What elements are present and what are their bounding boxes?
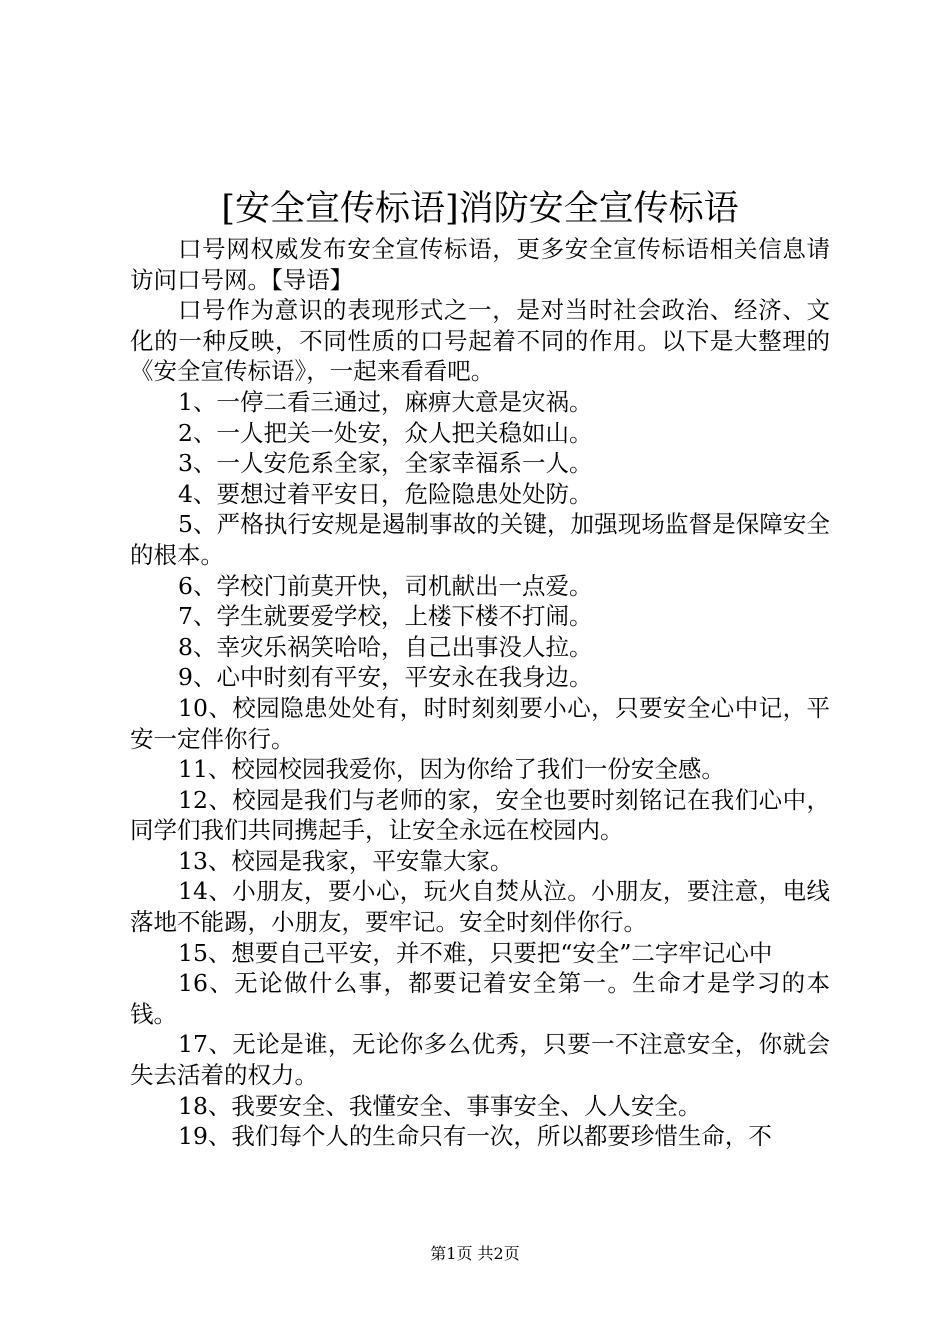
slogan-item: 2、一人把关一处安，众人把关稳如山。 bbox=[178, 418, 593, 447]
slogan-item: 10、校园隐患处处有，时时刻刻要小心，只要安全心中记，平安一定伴你行。 bbox=[130, 693, 830, 753]
slogan-item: 3、一人安危系全家，全家幸福系一人。 bbox=[178, 449, 593, 478]
document-body bbox=[130, 234, 830, 1152]
paragraph-preface: 口号作为意识的表现形式之一，是对当时社会政治、经济、文化的一种反映，不同性质的口号起着不同的作用。以下是大整理的《安全宣传标语》，一起来看看吧。 bbox=[130, 296, 830, 386]
slogan-item: 9、心中时刻有平安，平安永在我身边。 bbox=[178, 663, 593, 692]
slogan-item: 1、一停二看三通过，麻痹大意是灾祸。 bbox=[178, 387, 593, 416]
document-page bbox=[130, 186, 830, 1152]
slogan-item: 12、校园是我们与老师的家，安全也要时刻铭记在我们心中，同学们我们共同携起手，让安全永远在校园内。 bbox=[130, 785, 830, 845]
document-title: [安全宣传标语]消防安全宣传标语 bbox=[221, 189, 739, 229]
slogan-item: 7、学生就要爱学校，上楼下楼不打闹。 bbox=[178, 602, 593, 631]
page-footer: 第1页 共2页 bbox=[430, 1244, 520, 1263]
slogan-item: 8、幸灾乐祸笑哈哈，自己出事没人拉。 bbox=[178, 632, 593, 661]
slogan-item: 18、我要安全、我懂安全、事事安全、人人安全。 bbox=[178, 1091, 702, 1120]
slogan-item: 11、校园校园我爱你，因为你给了我们一份安全感。 bbox=[178, 755, 725, 784]
slogan-item: 13、校园是我家，平安靠大家。 bbox=[178, 846, 514, 875]
slogan-item: 17、无论是谁，无论你多么优秀，只要一不注意安全，你就会失去活着的权力。 bbox=[130, 1030, 830, 1090]
slogan-item: 15、想要自己平安，并不难，只要把“安全”二字牢记心中 bbox=[178, 938, 773, 967]
slogan-item: 14、小朋友，要小心，玩火自焚从泣。小朋友，要注意，电线落地不能踢，小朋友，要牢记。安全时刻伴你行。 bbox=[130, 877, 830, 937]
slogan-item: 5、严格执行安规是遏制事故的关键，加强现场监督是保障安全的根本。 bbox=[130, 510, 830, 569]
slogan-item: 19、我们每个人的生命只有一次，所以都要珍惜生命，不 bbox=[178, 1122, 772, 1151]
paragraph-intro: 口号网权威发布安全宣传标语，更多安全宣传标语相关信息请访问口号网。【导语】 bbox=[130, 235, 830, 294]
slogan-item: 16、无论做什么事，都要记着安全第一。生命才是学习的本钱。 bbox=[130, 969, 830, 1028]
slogan-item: 4、要想过着平安日，危险隐患处处防。 bbox=[178, 479, 593, 508]
slogan-item: 6、学校门前莫开快，司机献出一点爱。 bbox=[178, 571, 593, 600]
